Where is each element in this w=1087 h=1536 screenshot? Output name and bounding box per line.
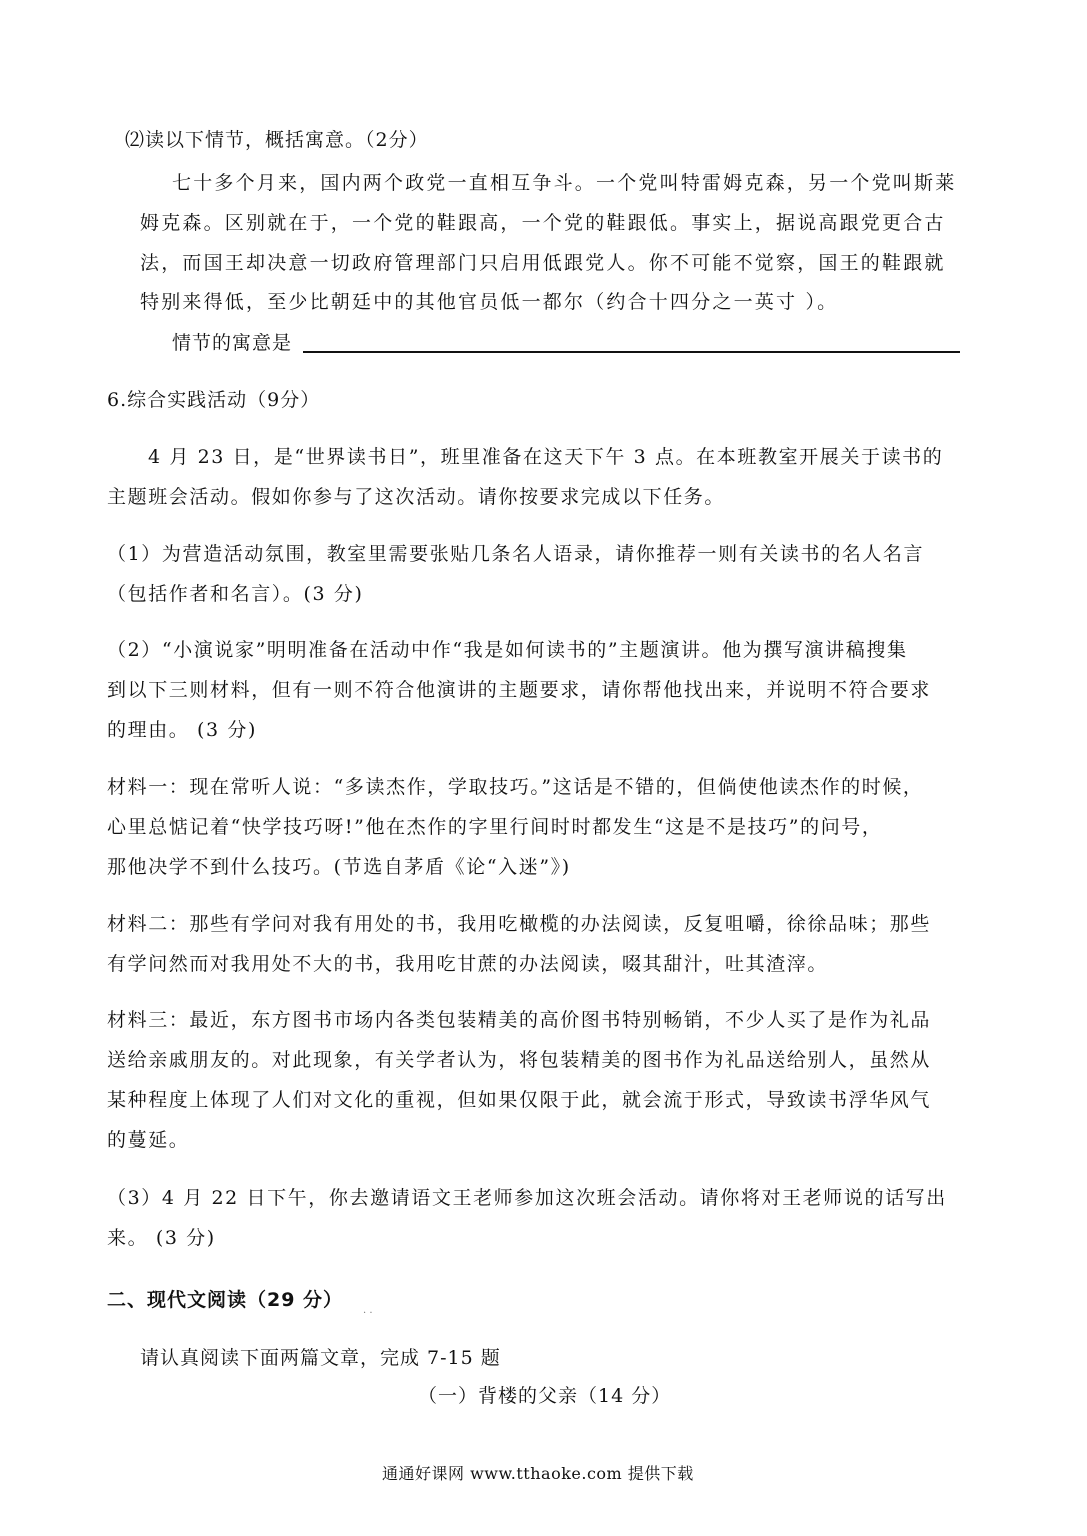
task-3-line: 来。 (3 分) [107,1227,216,1249]
passage-line: 姆克森。区别就在于，一个党的鞋跟高，一个党的鞋跟低。事实上，据说高跟党更合古 [140,212,946,234]
material-3-line: 的蔓延。 [107,1129,190,1151]
material-3-line: 材料三：最近，东方图书市场内各类包装精美的高价图书特别畅销，不少人买了是作为礼品 [107,1009,932,1031]
task-1-line: （包括作者和名言）。(3 分) [107,583,364,605]
intro-line: 4 月 23 日，是“世界读书日”，班里准备在这天下午 3 点。在本班教室开展关于读书的 [148,446,944,468]
reading-instruction: 请认真阅读下面两篇文章，完成 7-15 题 [140,1347,501,1369]
question-5-2-title: ⑵读以下情节，概括寓意。（2分） [125,129,429,151]
task-1-line: （1）为营造活动氛围，教室里需要张贴几条名人语录，请你推荐一则有关读书的名人名言 [107,543,925,565]
task-2-line: 的理由。 (3 分) [107,719,257,741]
answer-blank-line [303,351,960,353]
passage-line: 七十多个月来，国内两个政党一直相互争斗。一个党叫特雷姆克森，另一个党叫斯莱 [172,172,957,194]
article-1-title: （一）背楼的父亲（14 分） [418,1385,672,1407]
passage-line: 特别来得低，至少比朝廷中的其他官员低一都尔（约合十四分之一英寸 ）。 [140,291,839,313]
page-footer: 通通好课网 www.tthaoke.com 提供下载 [382,1464,694,1483]
material-3-line: 某种程度上体现了人们对文化的重视，但如果仅限于此，就会流于形式，导致读书浮华风气 [107,1089,932,1111]
task-2-line: 到以下三则材料，但有一则不符合他演讲的主题要求，请你帮他找出来，并说明不符合要求 [107,679,932,701]
material-1-line: 心里总惦记着“快学技巧呀!”他在杰作的字里行间时时都发生“这是不是技巧”的问号， [107,816,883,838]
question-6-title: 6.综合实践活动（9分） [107,389,321,411]
material-1-line: 材料一：现在常听人说：“多读杰作，学取技巧。”这话是不错的，但倘使他读杰作的时候， [107,776,924,798]
material-3-line: 送给亲戚朋友的。对此现象，有关学者认为，将包装精美的图书作为礼品送给别人，虽然从 [107,1049,932,1071]
task-3-line: （3）4 月 22 日下午，你去邀请语文王老师参加这次班会活动。请你将对王老师说的话写出 [107,1187,947,1209]
task-2-line: （2）“小演说家”明明准备在活动中作“我是如何读书的”主题演讲。他为撰写演讲稿搜集 [107,639,908,661]
intro-line: 主题班会活动。假如你参与了这次活动。请你按要求完成以下任务。 [107,486,726,508]
material-1-line: 那他决学不到什么技巧。(节选自茅盾《论“入迷”》) [107,856,571,878]
material-2-line: 材料二：那些有学问对我有用处的书，我用吃橄榄的办法阅读，反复咀嚼，徐徐品味；那些 [107,913,932,935]
answer-prompt: 情节的寓意是 [172,332,293,354]
material-2-line: 有学问然而对我用处不大的书，我用吃甘蔗的办法阅读，啜其甜汁，吐其渣滓。 [107,953,829,975]
passage-line: 法，而国王却决意一切政府管理部门只启用低跟党人。你不可能不觉察，国王的鞋跟就 [140,252,946,274]
section-2-heading: 二、现代文阅读（29 分） [107,1289,344,1311]
stray-dots: . . [363,1305,373,1316]
